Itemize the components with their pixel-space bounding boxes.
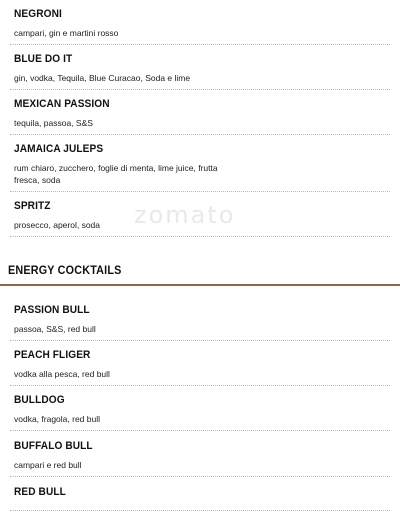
menu-item	[14, 53, 386, 84]
item-name: PASSION BULL	[14, 304, 90, 316]
menu-item	[14, 440, 386, 471]
divider	[10, 134, 390, 135]
item-name: PEACH FLIGER	[14, 349, 91, 361]
item-name: BULLDOG	[14, 394, 65, 406]
item-name: MEXICAN PASSION	[14, 98, 110, 110]
menu-item	[14, 394, 386, 425]
divider	[10, 340, 390, 341]
section-title: ENERGY COCKTAILS	[8, 263, 122, 277]
divider	[10, 430, 390, 431]
menu-item	[14, 98, 386, 129]
item-description: prosecco, aperol, soda	[14, 220, 100, 230]
item-description: rum chiaro, zucchero, foglie di menta, lime juice, frutta fresca, soda	[14, 163, 218, 185]
divider	[10, 44, 390, 45]
section-divider	[0, 284, 400, 286]
menu-item	[14, 8, 386, 39]
menu-item	[14, 349, 386, 380]
menu-item	[14, 304, 386, 335]
item-description: vodka, fragola, red bull	[14, 414, 100, 424]
item-description: gin, vodka, Tequila, Blue Curacao, Soda e lime	[14, 73, 191, 83]
divider	[10, 236, 390, 237]
item-name: BUFFALO BULL	[14, 440, 93, 452]
item-description: tequila, passoa, S&S	[14, 118, 93, 128]
divider	[10, 191, 390, 192]
divider	[10, 510, 390, 511]
menu-item	[14, 143, 386, 186]
divider	[10, 385, 390, 386]
item-name: RED BULL	[14, 486, 66, 498]
item-description: campari e red bull	[14, 460, 82, 470]
item-description: campari, gin e martini rosso	[14, 28, 119, 38]
item-description: passoa, S&S, red bull	[14, 324, 96, 334]
zomato-watermark: zomato	[134, 201, 236, 229]
menu-item	[14, 486, 386, 499]
divider	[10, 89, 390, 90]
item-name: JAMAICA JULEPS	[14, 143, 104, 155]
item-description: vodka alla pesca, red bull	[14, 369, 110, 379]
item-name: BLUE DO IT	[14, 53, 73, 65]
item-name: SPRITZ	[14, 200, 51, 212]
item-name: NEGRONI	[14, 8, 62, 20]
divider	[10, 476, 390, 477]
